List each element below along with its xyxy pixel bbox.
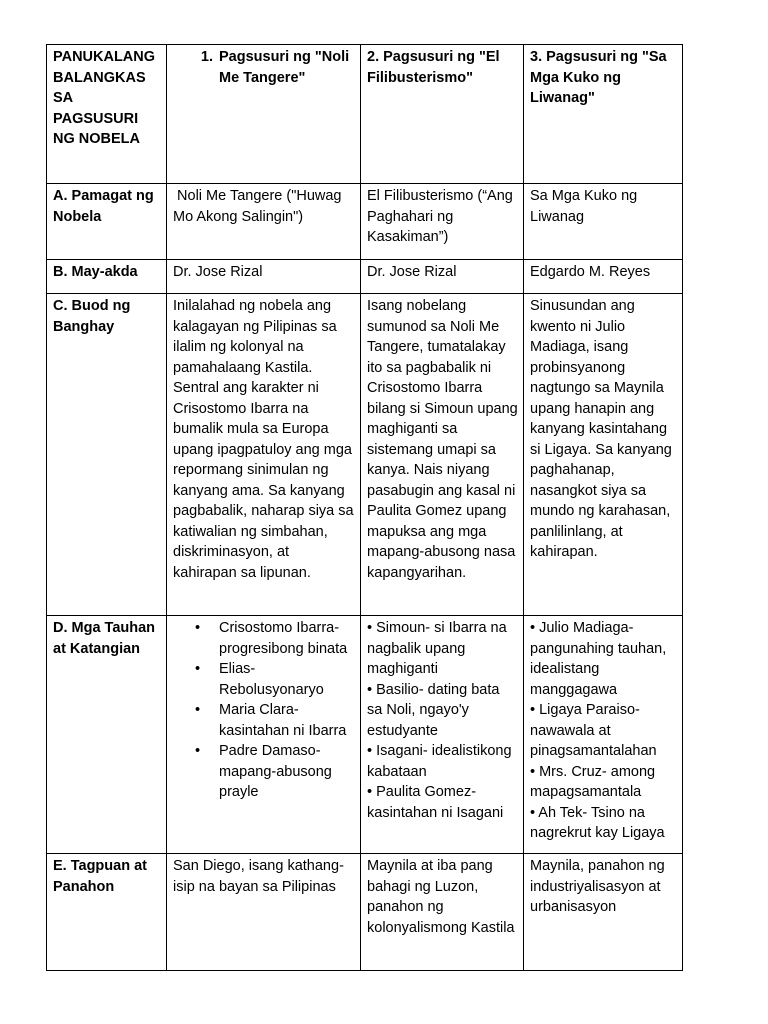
row-label: E. Tagpuan at Panahon — [53, 858, 147, 895]
list-item: • Basilio- dating bata sa Noli, ngayo'y estudyante — [367, 681, 500, 739]
cell-text: Maynila, panahon ng industriyalisasyon at urbanisasyon — [530, 858, 665, 915]
header-noli-number: 1. — [200, 49, 213, 65]
cell-text: Edgardo M. Reyes — [530, 264, 651, 280]
list-item: • Ah Tek- Tsino na nagrekrut kay Ligaya — [530, 804, 665, 841]
table-cell — [524, 854, 683, 971]
character-list-fili — [367, 618, 518, 823]
list-item: • Padre Damaso- mapang-abusong prayle — [173, 741, 355, 803]
table-cell — [524, 184, 683, 260]
list-item: • Simoun- si Ibarra na nagbalik upang maghiganti — [367, 620, 507, 677]
row-label: A. Pamagat ng Nobela — [53, 188, 154, 225]
table-cell — [167, 616, 361, 854]
header-cell-kuko — [524, 45, 683, 184]
row-label-cell — [47, 616, 167, 854]
cell-text: Isang nobelang sumunod sa Noli Me Tangere, tumatalakay ito sa pagbabalik ni Crisostomo Ibarra bilang si Simoun upang maghiganti sa sistemang umapi sa kanya. Nais niyang pasabugin ang kasal ni Paulita Gomez upang mapuksa ang mga mapang-abusong nasa kapangyarihan. — [367, 298, 518, 581]
list-item: • Isagani- idealistikong kabataan — [367, 743, 512, 780]
table-cell — [361, 184, 524, 260]
row-label-cell — [47, 854, 167, 971]
table-row-tauhan — [47, 616, 683, 854]
table-row-pamagat — [47, 184, 683, 260]
table-cell — [167, 260, 361, 294]
character-list-noli — [173, 618, 355, 803]
row-label-cell — [47, 184, 167, 260]
table-cell — [361, 294, 524, 616]
row-label: C. Buod ng Banghay — [53, 298, 131, 335]
character-list-kuko — [530, 618, 677, 844]
table-row-may-akda — [47, 260, 683, 294]
row-label-cell — [47, 294, 167, 616]
table-row-tagpuan — [47, 854, 683, 971]
list-item: • Mrs. Cruz- among mapagsamantala — [530, 763, 656, 800]
list-item: • Crisostomo Ibarra- progresibong binata — [173, 618, 355, 659]
table-cell — [361, 616, 524, 854]
cell-text: Maynila at iba pang bahagi ng Luzon, panahon ng kolonyalismong Kastila — [367, 858, 515, 936]
row-label: B. May-akda — [53, 264, 138, 280]
table-cell — [524, 294, 683, 616]
header-fili-label: 2. Pagsusuri ng "El Filibusterismo" — [367, 49, 500, 86]
table-cell — [361, 854, 524, 971]
cell-text: San Diego, isang kathang-isip na bayan sa Pilipinas — [173, 858, 344, 895]
table-header-row — [47, 45, 683, 184]
cell-text: Dr. Jose Rizal — [173, 264, 263, 280]
table-cell — [524, 260, 683, 294]
header-noli-label: Pagsusuri ng "Noli Me Tangere" — [219, 49, 350, 86]
row-label-cell — [47, 260, 167, 294]
table-cell — [167, 854, 361, 971]
list-item: • Maria Clara- kasintahan ni Ibarra — [173, 700, 355, 741]
header-kuko-label: 3. Pagsusuri ng "Sa Mga Kuko ng Liwanag" — [530, 49, 667, 106]
header-cell-noli — [167, 45, 361, 184]
list-item: • Elias- Rebolusyonaryo — [173, 659, 355, 700]
cell-text: Inilalahad ng nobela ang kalagayan ng Pilipinas sa ilalim ng kolonyal na pamahalaang Kastila. Sentral ang karakter ni Crisostomo Ibarra na bumalik mula sa Europa upang ipagpatuloy ang mga repormang sinimulan ng kanyang ama. Sa kanyang pagbabalik, naharap siya sa katiwalian ng simbahan, diskriminasyon, at kahirapan sa lipunan. — [173, 298, 354, 581]
list-item: • Paulita Gomez- kasintahan ni Isagani — [367, 784, 504, 821]
header-outline-label: PANUKALANG BALANGKAS SA PAGSUSURI NG NOBELA — [53, 49, 156, 147]
table-cell — [361, 260, 524, 294]
table-cell — [167, 184, 361, 260]
cell-text: Sa Mga Kuko ng Liwanag — [530, 188, 638, 225]
table-cell — [524, 616, 683, 854]
cell-text: El Filibusterismo (“Ang Paghahari ng Kasakiman”) — [367, 188, 513, 245]
list-item: • Ligaya Paraiso- nawawala at pinagsamantalahan — [530, 702, 657, 759]
cell-text: Sinusundan ang kwento ni Julio Madiaga, isang probinsyanong nagtungo sa Maynila upang hanapin ang kanyang kasintahang si Ligaya. Sa kanyang paghahanap, nasangkot siya sa mundo ng karahasan, panlilinlang, at kahirapan. — [530, 298, 672, 560]
table-cell — [167, 294, 361, 616]
header-cell-outline — [47, 45, 167, 184]
list-item: • Julio Madiaga- pangunahing tauhan, idealistang manggagawa — [530, 620, 667, 698]
cell-text: Noli Me Tangere ("Huwag Mo Akong Salingin") — [173, 188, 346, 225]
table-row-buod — [47, 294, 683, 616]
header-cell-fili — [361, 45, 524, 184]
row-label: D. Mga Tauhan at Katangian — [53, 620, 156, 657]
analysis-table — [46, 44, 683, 971]
cell-text: Dr. Jose Rizal — [367, 264, 457, 280]
